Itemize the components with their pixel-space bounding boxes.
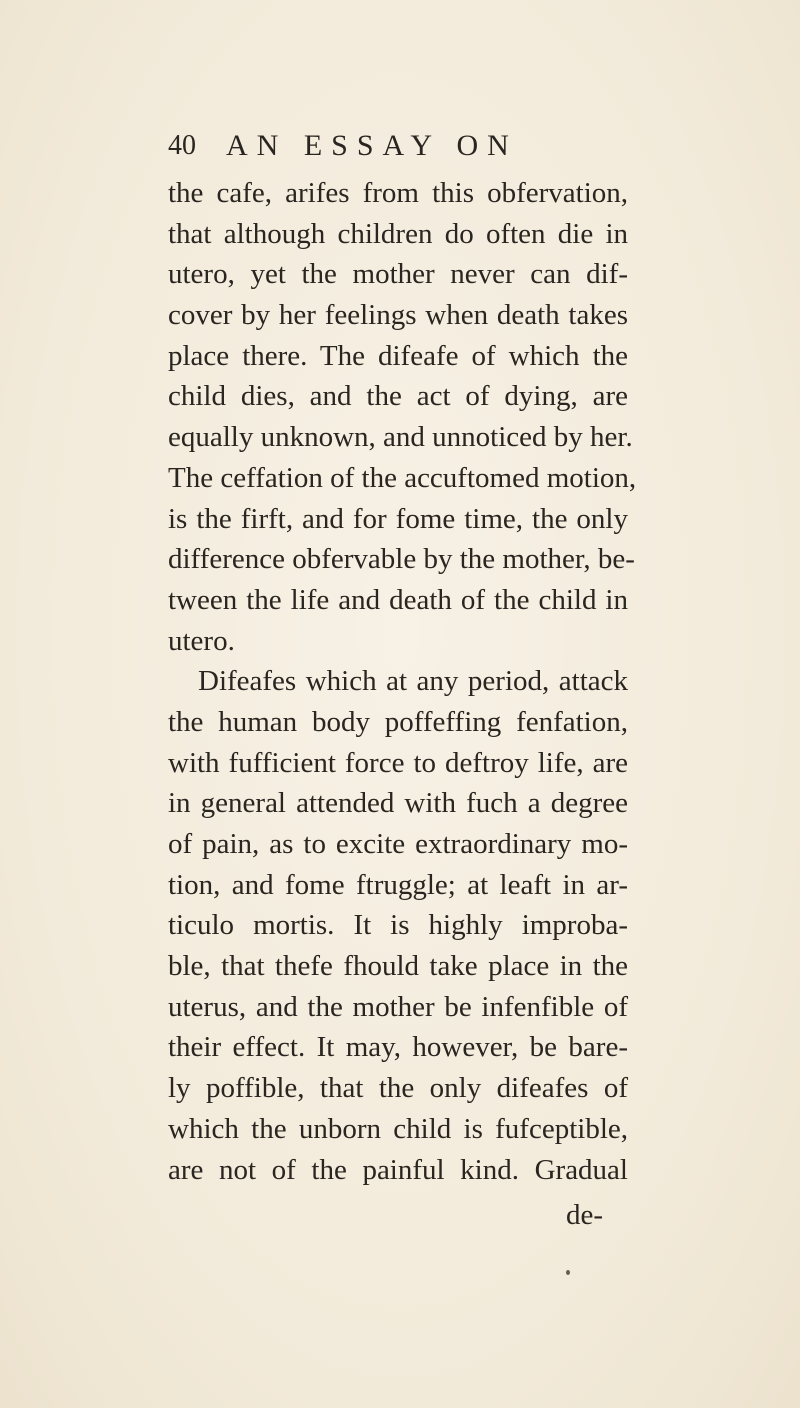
body-text [168, 173, 637, 1190]
text-line: utero. [168, 624, 235, 657]
text-line: difference obfervable by the mother, be- [168, 543, 635, 576]
page-number: 40 [168, 130, 196, 161]
text-line: ticulo mortis. It is highly improba- [168, 909, 628, 942]
text-line: of pain, as to excite extraordinary mo- [168, 828, 628, 860]
page-header [168, 124, 608, 168]
text-line: are not of the painful kind. Gradual [168, 1153, 628, 1186]
text-line: Difeafes which at any period, attack [198, 665, 628, 698]
text-line: which the unborn child is fufceptible, [168, 1112, 628, 1145]
text-line: The ceffation of the accuftomed motion, [168, 461, 637, 494]
text-line: with fufficient force to deftroy life, are [168, 746, 628, 779]
text-line: utero, yet the mother never can dif- [168, 258, 628, 291]
text-line: place there. The difeafe of which the [168, 339, 628, 372]
paper-speck [566, 1270, 570, 1275]
text-line: cover by her feelings when death takes [168, 299, 628, 332]
text-line: that although children do often die in [168, 217, 628, 250]
text-line: ly poffible, that the only difeafes of [168, 1072, 628, 1105]
running-title: AN ESSAY ON [226, 129, 518, 162]
text-line: is the firft, and for fome time, the only [168, 502, 628, 535]
text-line: tween the life and death of the child in [168, 583, 628, 616]
text-line: child dies, and the act of dying, are [168, 380, 628, 413]
text-line: in general attended with fuch a degree [168, 787, 628, 820]
text-line: tion, and fome ftruggle; at leaft in ar- [168, 868, 628, 901]
catchword: de- [566, 1199, 604, 1231]
text-line: the cafe, arifes from this obfervation, [168, 177, 628, 209]
text-line: their effect. It may, however, be bare- [168, 1031, 628, 1064]
text-line: the human body poffeffing fenfation, [168, 705, 628, 738]
text-line: ble, that thefe fhould take place in the [168, 950, 628, 983]
text-line: uterus, and the mother be infenfible of [168, 990, 628, 1023]
text-line: equally unknown, and unnoticed by her. [168, 421, 633, 454]
